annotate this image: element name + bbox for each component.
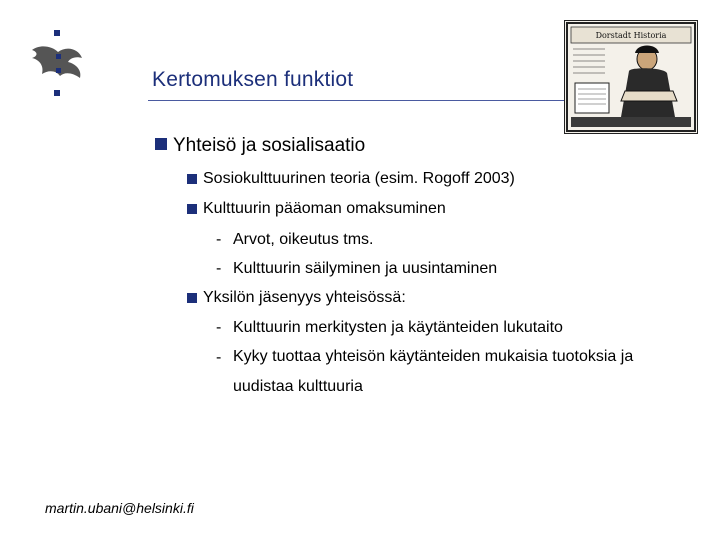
illustration-caption: Dorstadt Historia xyxy=(595,31,667,40)
woodcut-scholar-illustration xyxy=(564,20,698,134)
footer-email: martin.ubani@helsinki.fi xyxy=(45,500,194,516)
title-divider xyxy=(148,100,564,101)
level3-item: Kyky tuottaa yhteisön käytänteiden mukaisia tuotoksia ja uudistaa kulttuuria xyxy=(233,348,634,395)
level2-item: Kulttuurin pääoman omaksuminen xyxy=(203,200,446,217)
level2-bullet xyxy=(187,174,197,184)
level3-item: Arvot, oikeutus tms. xyxy=(233,231,374,248)
level2-bullet xyxy=(187,204,197,214)
level2-item: Sosiokulttuurinen teoria (esim. Rogoff 2003) xyxy=(203,170,515,187)
level1-bullet xyxy=(155,138,167,150)
level3-dash: - xyxy=(216,349,222,366)
level2-item: Yksilön jäsenyys yhteisössä: xyxy=(203,289,406,306)
level3-dash: - xyxy=(216,260,222,277)
level1-item: Yhteisö ja sosialisaatio xyxy=(173,135,366,156)
level3-dash: - xyxy=(216,231,222,248)
level3-dash: - xyxy=(216,319,222,336)
level3-item: Kulttuurin säilyminen ja uusintaminen xyxy=(233,260,498,277)
level2-bullet xyxy=(187,293,197,303)
slide-title: Kertomuksen funktiot xyxy=(152,68,354,91)
helsinki-university-flame-icon xyxy=(22,28,88,98)
level3-item: Kulttuurin merkitysten ja käytänteiden lukutaito xyxy=(233,319,563,336)
